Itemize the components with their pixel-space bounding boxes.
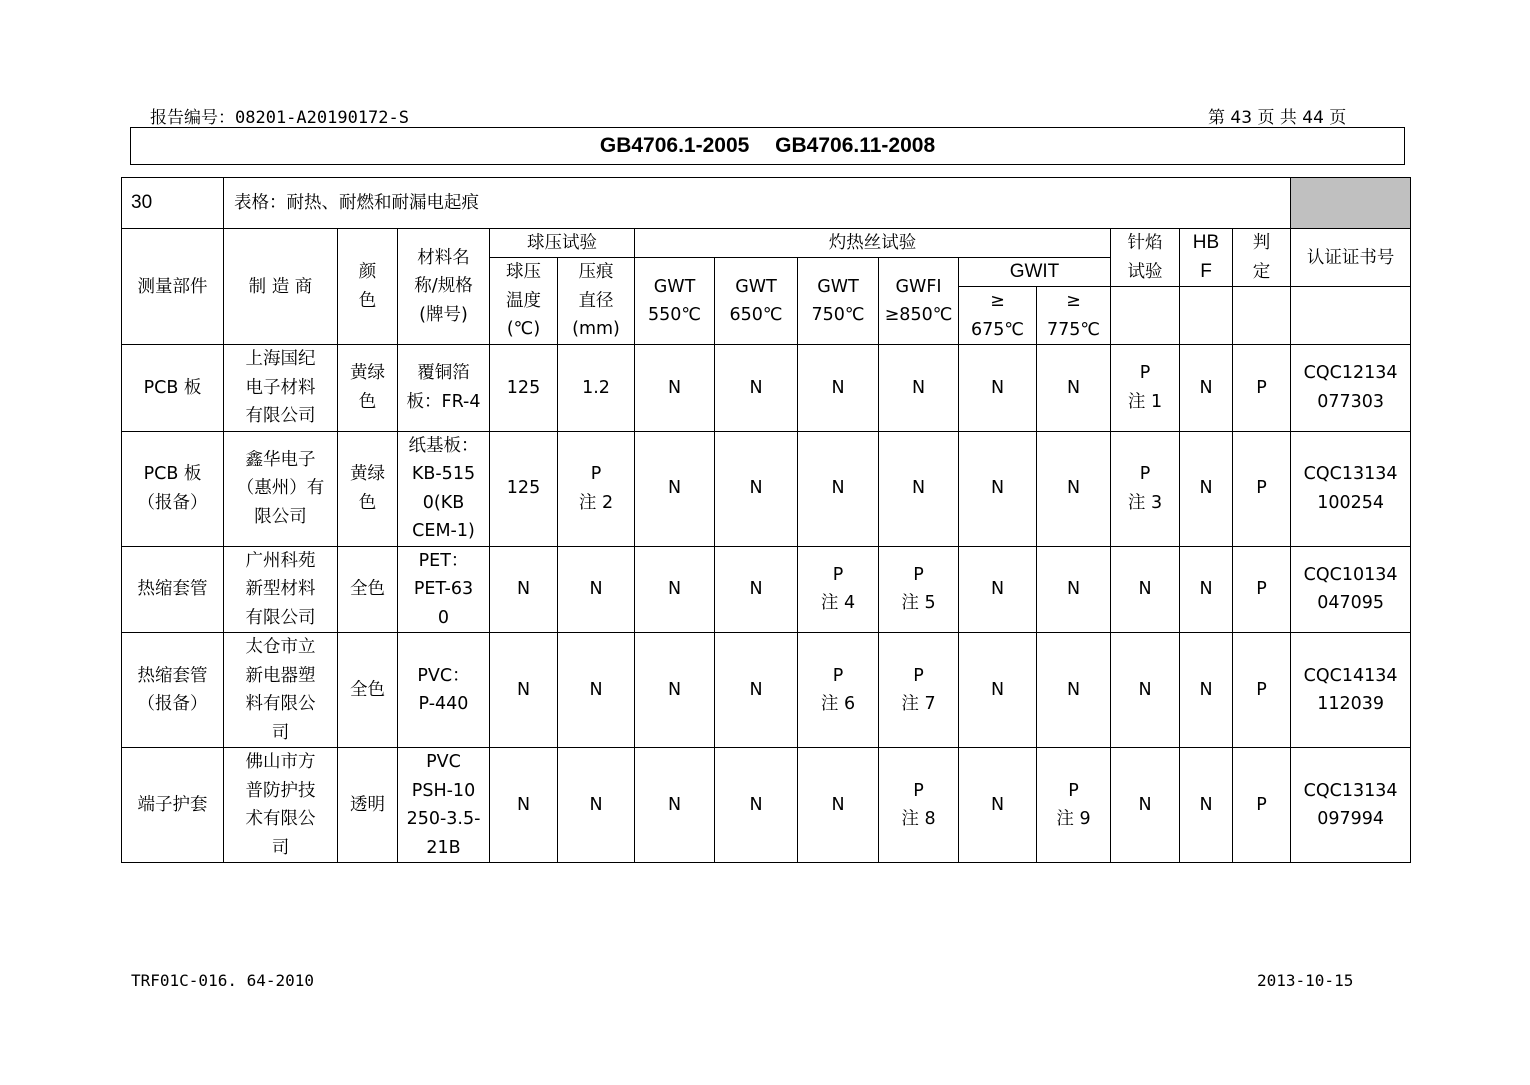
cell-line: 注 3	[1127, 492, 1163, 513]
cell-line: N	[1199, 579, 1213, 599]
cell-line: 鑫华电子	[245, 449, 316, 470]
cell-line: P-440	[418, 694, 469, 714]
blank-header-cell	[1233, 287, 1291, 345]
cell-line: GWFI	[895, 276, 942, 297]
cell-line: 注 6	[820, 694, 856, 714]
cell-ball-dia	[558, 431, 635, 546]
cell-line: CEM-1)	[412, 521, 475, 541]
issue-date: 2013-10-15	[1257, 971, 1354, 990]
cell-line: KB-515	[411, 464, 476, 484]
cell-gwit675	[959, 633, 1037, 748]
cell-line: 1.2	[582, 377, 610, 398]
cell-line: CQC10134	[1303, 564, 1398, 585]
cell-manufacturer	[224, 546, 338, 633]
cell-material	[398, 546, 490, 633]
cell-part	[122, 633, 224, 748]
cell-line: 判	[1252, 233, 1271, 253]
cell-material	[398, 633, 490, 748]
gwit-group-header: GWIT	[959, 258, 1111, 287]
cell-line: 0	[437, 607, 450, 628]
cell-line: 色	[358, 391, 377, 412]
cell-line: N	[1066, 478, 1081, 499]
cell-line: （报备）	[137, 492, 208, 513]
cell-line: N	[589, 579, 603, 599]
cell-line: 注 7	[901, 694, 936, 714]
cell-line: 普防护技	[245, 780, 316, 801]
cell-part	[122, 431, 224, 546]
cell-line: 775℃	[1046, 319, 1101, 340]
cell-line: 112039	[1317, 694, 1384, 714]
cell-cert	[1291, 345, 1411, 432]
cell-gwit775	[1037, 748, 1111, 863]
cell-line: 热缩套管	[137, 665, 208, 686]
cell-verdict	[1233, 748, 1291, 863]
cell-line: 佛山市方	[245, 752, 316, 772]
cell-line: N	[667, 377, 682, 398]
cell-line: N	[589, 679, 603, 700]
cell-part	[122, 546, 224, 633]
cell-line: N	[667, 794, 682, 815]
cell-line: 针焰	[1127, 233, 1163, 253]
cell-line: N	[990, 579, 1005, 599]
cell-line: 21B	[426, 837, 461, 858]
page-indicator: 第 43 页 共 44 页	[1208, 108, 1347, 128]
table-row	[122, 633, 1411, 748]
cell-line: N	[990, 478, 1005, 499]
cell-gwfi	[879, 546, 959, 633]
cell-line: P	[913, 564, 924, 585]
cell-line: 黄绿	[350, 363, 385, 384]
cell-gwit775	[1037, 546, 1111, 633]
cell-line: N	[831, 794, 845, 815]
table-row	[122, 546, 1411, 633]
cell-gwt550	[635, 431, 715, 546]
clause-title: 表格：耐热、耐燃和耐漏电起痕	[224, 178, 1291, 229]
cell-gwt650	[715, 633, 798, 748]
cell-line: N	[749, 579, 763, 599]
table-row	[122, 345, 1411, 432]
cell-manufacturer	[224, 431, 338, 546]
cell-line: 新电器塑	[245, 665, 316, 686]
cell-line: N	[911, 478, 926, 499]
cell-hbf	[1180, 546, 1233, 633]
cell-line: P	[1068, 780, 1079, 801]
cell-material	[398, 431, 490, 546]
cell-line: 有限公司	[245, 406, 316, 426]
cell-line: N	[831, 377, 845, 398]
cell-line: N	[1199, 679, 1213, 700]
cell-line: 色	[358, 492, 377, 513]
cell-line: N	[667, 579, 682, 599]
cell-gwt550	[635, 345, 715, 432]
glow-wire-group-header: 灼热丝试验	[635, 229, 1111, 258]
cell-line: P	[1139, 464, 1151, 484]
cell-color	[338, 546, 398, 633]
col-gwt650-header	[715, 258, 798, 345]
cell-hbf	[1180, 345, 1233, 432]
cell-line: 司	[271, 722, 290, 743]
cell-line: 透明	[350, 794, 385, 815]
cell-gwit775	[1037, 431, 1111, 546]
cell-gwt550	[635, 546, 715, 633]
cell-line: P	[1256, 377, 1267, 398]
cell-color	[338, 431, 398, 546]
cell-line: HB	[1192, 232, 1220, 253]
cell-line: 直径	[578, 290, 614, 311]
col-color-header	[338, 229, 398, 345]
cell-hbf	[1180, 431, 1233, 546]
cell-gwt750	[798, 431, 879, 546]
cell-line: P	[1256, 478, 1267, 499]
cell-line: ≥	[1066, 291, 1081, 311]
col-manufacturer-header: 制 造 商	[224, 229, 338, 345]
cell-line: （惠州）有	[236, 478, 325, 499]
cell-line: PET-63	[413, 579, 474, 599]
cell-line: N	[1199, 794, 1213, 815]
cell-ball-temp	[490, 345, 558, 432]
cell-line: N	[1138, 579, 1152, 599]
cell-line: 定	[1252, 261, 1271, 282]
cell-line: P	[913, 780, 924, 801]
cell-line: 125	[506, 478, 541, 499]
cell-line: 125	[506, 377, 541, 398]
cell-line: 热缩套管	[137, 579, 208, 599]
col-needle-flame-header	[1111, 229, 1180, 287]
cell-manufacturer	[224, 748, 338, 863]
cell-line: (℃)	[506, 319, 541, 340]
cell-line: N	[990, 794, 1005, 815]
cell-line: N	[589, 794, 603, 815]
cell-line: 注 8	[901, 809, 936, 829]
cell-verdict	[1233, 345, 1291, 432]
cell-line: PCB 板	[143, 464, 202, 484]
cell-ball-temp	[490, 633, 558, 748]
cell-cert	[1291, 546, 1411, 633]
cell-line: P	[1139, 363, 1151, 384]
cell-line: N	[1066, 579, 1081, 599]
cell-line: 注 1	[1127, 391, 1163, 412]
cell-gwt750	[798, 633, 879, 748]
cell-line: CQC13134	[1303, 464, 1398, 484]
col-gwit675-header	[959, 287, 1037, 345]
cell-line: P	[913, 665, 924, 686]
cell-gwit675	[959, 546, 1037, 633]
cell-line: N	[1066, 679, 1081, 700]
cell-part	[122, 345, 224, 432]
cell-line: PET：	[418, 550, 469, 571]
cell-gwit775	[1037, 633, 1111, 748]
form-code: TRF01C-016. 64-2010	[131, 971, 315, 990]
cell-line: 077303	[1317, 391, 1384, 412]
cell-line: F	[1200, 260, 1212, 282]
cell-material	[398, 345, 490, 432]
cell-line: CQC14134	[1303, 665, 1398, 686]
cell-line: N	[1066, 377, 1081, 398]
cell-line: 全色	[350, 679, 385, 700]
col-gwt750-header	[798, 258, 879, 345]
heat-flame-tracking-table	[121, 177, 1411, 863]
blank-header-cell	[1291, 287, 1411, 345]
cell-line: CQC13134	[1303, 780, 1398, 801]
col-material-header	[398, 229, 490, 345]
cell-line: 全色	[350, 579, 385, 599]
cell-ball-dia	[558, 345, 635, 432]
cell-line: N	[1199, 377, 1213, 398]
cell-line: 097994	[1317, 809, 1384, 829]
cell-hbf	[1180, 748, 1233, 863]
cell-gwt550	[635, 633, 715, 748]
cell-line: 色	[358, 290, 377, 311]
cell-line: 上海国纪	[245, 349, 316, 369]
cell-line: 注 2	[578, 492, 614, 513]
cell-line: 太仓市立	[245, 637, 316, 657]
cell-ball-dia	[558, 633, 635, 748]
cell-line: N	[749, 478, 763, 499]
cell-needle	[1111, 748, 1180, 863]
cell-line: 术有限公	[245, 809, 316, 829]
col-gwt550-header	[635, 258, 715, 345]
cell-line: N	[749, 679, 763, 700]
cell-line: 料有限公	[245, 694, 316, 714]
cell-gwfi	[879, 345, 959, 432]
verdict-shaded-cell	[1291, 178, 1411, 229]
cell-line: P	[832, 665, 844, 686]
col-indent-diameter-header	[558, 258, 635, 345]
standard-code: GB4706.1-2005	[599, 134, 750, 157]
cell-line: P	[1256, 794, 1267, 815]
cell-line: 颜	[358, 262, 377, 282]
cell-gwt650	[715, 748, 798, 863]
cell-line: N	[516, 794, 531, 815]
cell-color	[338, 748, 398, 863]
cell-needle	[1111, 431, 1180, 546]
cell-hbf	[1180, 633, 1233, 748]
cell-line: PCB 板	[143, 377, 202, 398]
cell-gwt650	[715, 431, 798, 546]
table-body	[122, 345, 1411, 863]
standard-code: GB4706.11-2008	[775, 134, 936, 157]
cell-line: 新型材料	[245, 579, 316, 599]
cell-line: 纸基板：	[408, 435, 479, 456]
col-part-header: 测量部件	[122, 229, 224, 345]
cell-ball-temp	[490, 431, 558, 546]
cell-line: 黄绿	[350, 464, 385, 484]
col-verdict-header	[1233, 229, 1291, 287]
cell-line: 称/规格	[414, 276, 473, 297]
cell-line: PSH-10	[411, 780, 476, 801]
col-certificate-header: 认证证书号	[1291, 229, 1411, 287]
cell-gwfi	[879, 748, 959, 863]
clause-row	[122, 178, 1411, 229]
cell-ball-dia	[558, 748, 635, 863]
cell-line: P	[590, 464, 602, 484]
col-gwit775-header	[1037, 287, 1111, 345]
cell-line: N	[667, 679, 682, 700]
cell-line: 250-3.5-	[406, 809, 481, 829]
cell-line: N	[749, 794, 763, 815]
cell-line: 试验	[1127, 261, 1163, 282]
col-hbf-header	[1180, 229, 1233, 287]
cell-line: N	[990, 377, 1005, 398]
cell-ball-temp	[490, 748, 558, 863]
cell-line: 注 9	[1056, 809, 1091, 829]
cell-line: N	[749, 377, 763, 398]
cell-line: 675℃	[970, 319, 1025, 340]
cell-line: 广州科苑	[245, 550, 316, 571]
blank-header-cell	[1111, 287, 1180, 345]
cell-line: GWT	[735, 276, 777, 297]
cell-line: 限公司	[254, 506, 307, 527]
cell-line: PVC	[426, 752, 461, 772]
cell-line: PVC：	[417, 665, 470, 686]
cell-material	[398, 748, 490, 863]
cell-line: 覆铜箔	[417, 363, 470, 384]
cell-ball-temp	[490, 546, 558, 633]
cell-gwt750	[798, 546, 879, 633]
cell-line: 注 5	[901, 593, 936, 614]
cell-line: 压痕	[578, 262, 614, 283]
cell-line: 球压	[506, 262, 541, 283]
cell-gwt650	[715, 546, 798, 633]
cell-line: ≥850℃	[884, 305, 953, 325]
cell-gwt650	[715, 345, 798, 432]
cell-line: 注 4	[820, 593, 856, 614]
cell-line: 有限公司	[245, 607, 316, 628]
cell-cert	[1291, 748, 1411, 863]
cell-verdict	[1233, 431, 1291, 546]
cell-gwit675	[959, 748, 1037, 863]
cell-gwfi	[879, 431, 959, 546]
cell-color	[338, 633, 398, 748]
cell-line: 0(KB	[422, 492, 465, 513]
cell-cert	[1291, 633, 1411, 748]
cell-line: (mm)	[572, 319, 620, 340]
cell-line: P	[832, 564, 844, 585]
cell-line: GWT	[817, 276, 859, 297]
header-row-1	[122, 229, 1411, 258]
cell-line: N	[990, 679, 1005, 700]
cell-needle	[1111, 546, 1180, 633]
cell-cert	[1291, 431, 1411, 546]
cell-line: N	[516, 579, 531, 599]
cell-line: 板：FR-4	[406, 391, 481, 412]
cell-line: N	[1199, 478, 1213, 499]
blank-header-cell	[1180, 287, 1233, 345]
cell-line: N	[1138, 679, 1152, 700]
cell-line: 端子护套	[137, 794, 208, 815]
cell-line: P	[1256, 679, 1267, 700]
table-row	[122, 431, 1411, 546]
ball-pressure-group-header: 球压试验	[490, 229, 635, 258]
cell-line: 司	[271, 837, 290, 858]
standards-banner	[130, 127, 1405, 165]
cell-line: ≥	[990, 291, 1005, 311]
cell-line: N	[1138, 794, 1152, 815]
cell-line: N	[667, 478, 682, 499]
cell-line: N	[831, 478, 845, 499]
cell-line: (牌号)	[419, 304, 468, 325]
cell-manufacturer	[224, 633, 338, 748]
cell-line: N	[911, 377, 926, 398]
col-ball-temp-header	[490, 258, 558, 345]
cell-manufacturer	[224, 345, 338, 432]
cell-gwit675	[959, 345, 1037, 432]
cell-line: 550℃	[647, 305, 702, 325]
cell-line: 100254	[1317, 492, 1384, 513]
cell-line: 650℃	[729, 305, 783, 325]
cell-gwt750	[798, 748, 879, 863]
cell-ball-dia	[558, 546, 635, 633]
cell-needle	[1111, 633, 1180, 748]
cell-verdict	[1233, 546, 1291, 633]
cell-line: P	[1256, 579, 1267, 599]
cell-verdict	[1233, 633, 1291, 748]
cell-line: N	[516, 679, 531, 700]
report-number: 报告编号：08201-A20190172-S	[150, 108, 409, 128]
cell-line: 材料名	[417, 247, 470, 268]
cell-line: 温度	[506, 290, 541, 311]
table-row	[122, 748, 1411, 863]
cell-gwt750	[798, 345, 879, 432]
cell-gwit775	[1037, 345, 1111, 432]
cell-gwfi	[879, 633, 959, 748]
cell-line: 047095	[1317, 593, 1384, 614]
cell-line: GWT	[653, 276, 696, 297]
clause-number: 30	[122, 178, 224, 229]
cell-color	[338, 345, 398, 432]
cell-part	[122, 748, 224, 863]
cell-line: 电子材料	[245, 377, 316, 398]
cell-line: （报备）	[137, 694, 208, 714]
col-gwfi-header	[879, 258, 959, 345]
cell-gwit675	[959, 431, 1037, 546]
cell-needle	[1111, 345, 1180, 432]
cell-line: CQC12134	[1303, 363, 1398, 384]
cell-line: 750℃	[811, 305, 865, 325]
cell-gwt550	[635, 748, 715, 863]
